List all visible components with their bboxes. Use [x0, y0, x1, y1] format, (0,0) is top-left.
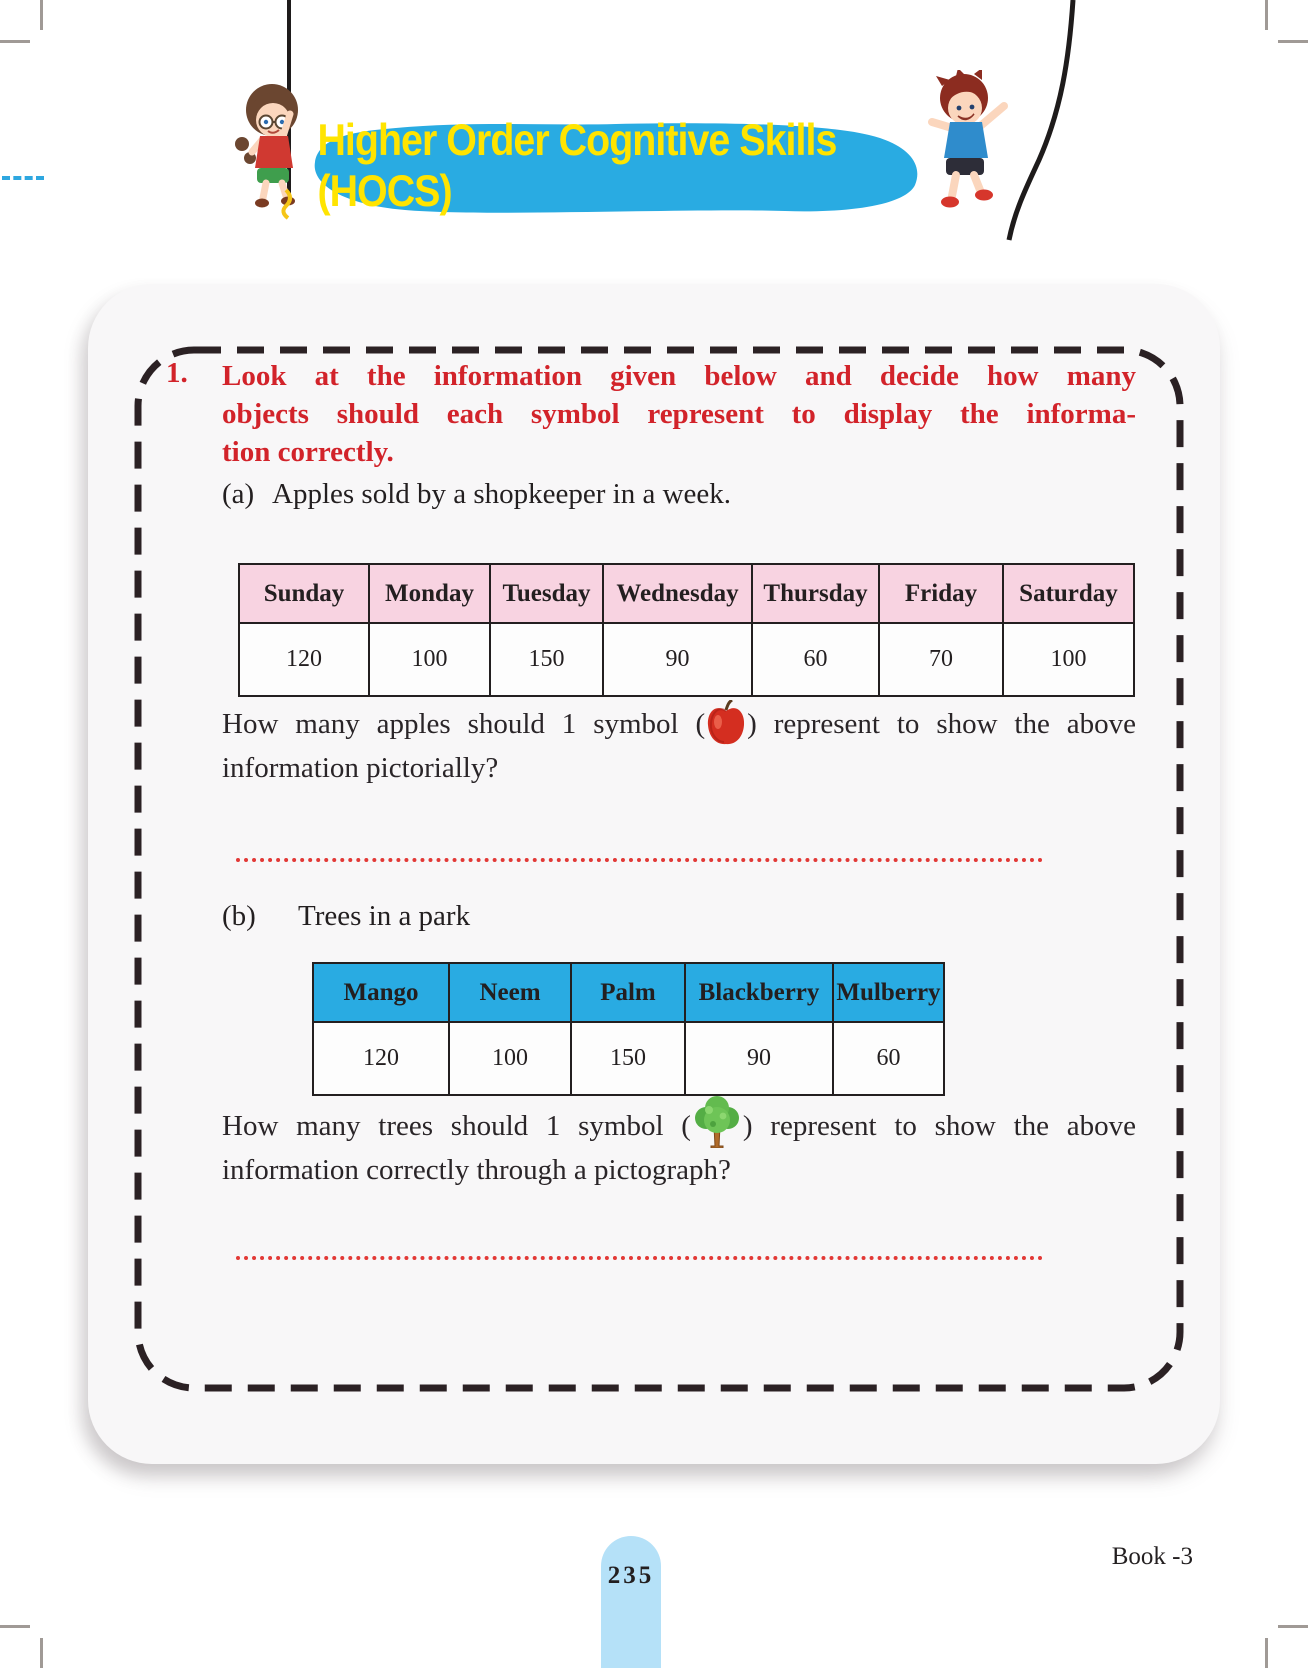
bleed-dash-mark	[2, 176, 44, 180]
apples-table	[238, 563, 1135, 697]
crop-mark	[1278, 40, 1308, 43]
table-header-cell: Thursday	[752, 564, 879, 623]
table-value-cell: 120	[239, 623, 369, 696]
crop-mark	[0, 1625, 30, 1628]
crop-mark	[1278, 1625, 1308, 1628]
apple-prompt-after: ) represent to show the above	[747, 708, 1136, 740]
table-header-cell: Mulberry	[833, 963, 944, 1022]
apple-prompt	[222, 700, 1136, 790]
table-header-cell: Blackberry	[685, 963, 833, 1022]
table-value-cell: 150	[571, 1022, 685, 1095]
crop-mark	[1265, 0, 1268, 30]
table-header-cell: Sunday	[239, 564, 369, 623]
apple-prompt-line2: information pictorially?	[222, 752, 499, 784]
girl-illustration	[230, 82, 318, 222]
table-header-cell: Wednesday	[603, 564, 752, 623]
tree-prompt-line2: information correctly through a pictograph?	[222, 1154, 731, 1186]
page-title: Higher Order Cognitive Skills (HOCS)	[317, 115, 837, 216]
book-label: Book -3	[1111, 1543, 1193, 1570]
table-header-cell: Monday	[369, 564, 490, 623]
part-b-label: (b)	[222, 900, 256, 932]
table-value-cell: 100	[449, 1022, 571, 1095]
tree-prompt-after: ) represent to show the above	[742, 1110, 1136, 1142]
trees-table	[312, 962, 945, 1096]
table-value-cell: 100	[1003, 623, 1134, 696]
crop-mark	[40, 1638, 43, 1668]
table-value-cell: 90	[685, 1022, 833, 1095]
question-number: 1.	[166, 357, 188, 389]
tree-prompt	[222, 1096, 1136, 1192]
table-value-cell: 90	[603, 623, 752, 696]
crop-mark	[40, 0, 43, 30]
table-value-cell: 60	[833, 1022, 944, 1095]
page-number: 235	[607, 1562, 655, 1589]
table-value-row	[313, 1022, 944, 1095]
table-header-cell: Neem	[449, 963, 571, 1022]
apple-prompt-before: How many apples should 1 symbol (	[222, 708, 706, 740]
tree-icon	[692, 1096, 742, 1148]
question-heading-line: objects should each symbol represent to display the informa-	[222, 398, 1136, 430]
table-header-cell: Palm	[571, 963, 685, 1022]
table-header-cell: Friday	[879, 564, 1003, 623]
part-b-title: Trees in a park	[298, 900, 471, 932]
table-header-cell: Tuesday	[490, 564, 603, 623]
answer-dotted-line	[236, 1256, 1043, 1260]
part-a-title: Apples sold by a shopkeeper in a week.	[272, 478, 732, 510]
tree-prompt-before: How many trees should 1 symbol (	[222, 1110, 691, 1142]
crop-mark	[0, 40, 30, 43]
table-value-cell: 120	[313, 1022, 449, 1095]
table-value-cell: 60	[752, 623, 879, 696]
question-heading	[222, 357, 1136, 471]
table-value-row	[239, 623, 1134, 696]
question-heading-line: tion correctly.	[222, 436, 394, 468]
table-header-row	[239, 564, 1134, 623]
table-header-cell: Mango	[313, 963, 449, 1022]
table-header-row	[313, 963, 944, 1022]
header-banner	[305, 115, 927, 218]
question-heading-line: Look at the information given below and decide how many	[222, 360, 1136, 392]
table-header-cell: Saturday	[1003, 564, 1134, 623]
answer-dotted-line	[236, 858, 1043, 862]
page-number-tab	[601, 1536, 661, 1668]
table-value-cell: 100	[369, 623, 490, 696]
crop-mark	[1265, 1638, 1268, 1668]
table-value-cell: 70	[879, 623, 1003, 696]
part-a-label: (a)	[222, 478, 255, 510]
table-value-cell: 150	[490, 623, 603, 696]
apple-icon	[706, 700, 746, 746]
boy-illustration	[912, 70, 1022, 222]
